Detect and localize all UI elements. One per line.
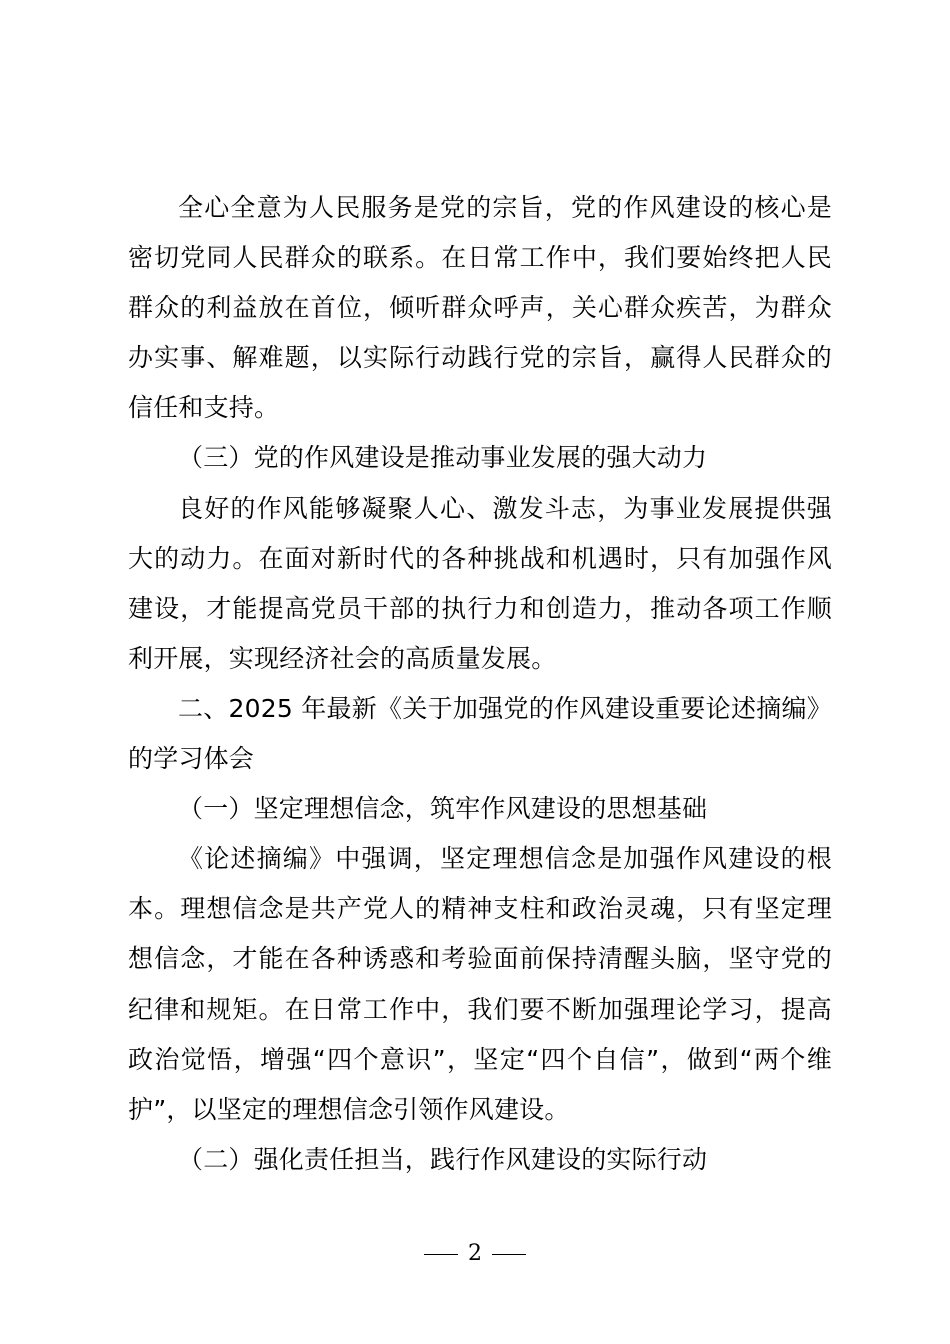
- section-heading-3: （三）党的作风建设是推动事业发展的强大动力: [178, 443, 708, 473]
- paragraph-body-3: 《论述摘编》中强调，坚定理想信念是加强作风建设的根本。理想信念是共产党人的精神支柱和政治灵魂，只有坚定理想信念，才能在各种诱惑和考验面前保持清醒头脑，坚守党的纪律和规矩。在日常工作中，我们要不断加强理论学习，提高政治觉悟，增强“四个意识”，坚定“四个自信”，做到“两个维护”，以坚定的理想信念引领作风建设。: [128, 844, 832, 1124]
- paragraph-body-1: 全心全意为人民服务是党的宗旨，党的作风建设的核心是密切党同人民群众的联系。在日常工作中，我们要始终把人民群众的利益放在首位，倾听群众呼声，关心群众疾苦，为群众办实事、解难题，以实际行动践行党的宗旨，赢得人民群众的信任和支持。: [128, 193, 832, 423]
- section-heading-2: （二）强化责任担当，践行作风建设的实际行动: [178, 1144, 708, 1174]
- page-footer: [0, 1240, 950, 1268]
- section-heading-1: （一）坚定理想信念，筑牢作风建设的思想基础: [178, 794, 708, 824]
- page-number: 2: [468, 1241, 482, 1266]
- body-text: [128, 183, 832, 1185]
- footer-dash-left: [424, 1254, 458, 1255]
- paragraph-body-2: 良好的作风能够凝聚人心、激发斗志，为事业发展提供强大的动力。在面对新时代的各种挑战和机遇时，只有加强作风建设，才能提高党员干部的执行力和创造力，推动各项工作顺利开展，实现经济社会的高质量发展。: [128, 493, 832, 673]
- chapter-heading-2: 二、2025 年最新《关于加强党的作风建设重要论述摘编》的学习体会: [128, 693, 832, 774]
- footer-dash-right: [492, 1254, 526, 1255]
